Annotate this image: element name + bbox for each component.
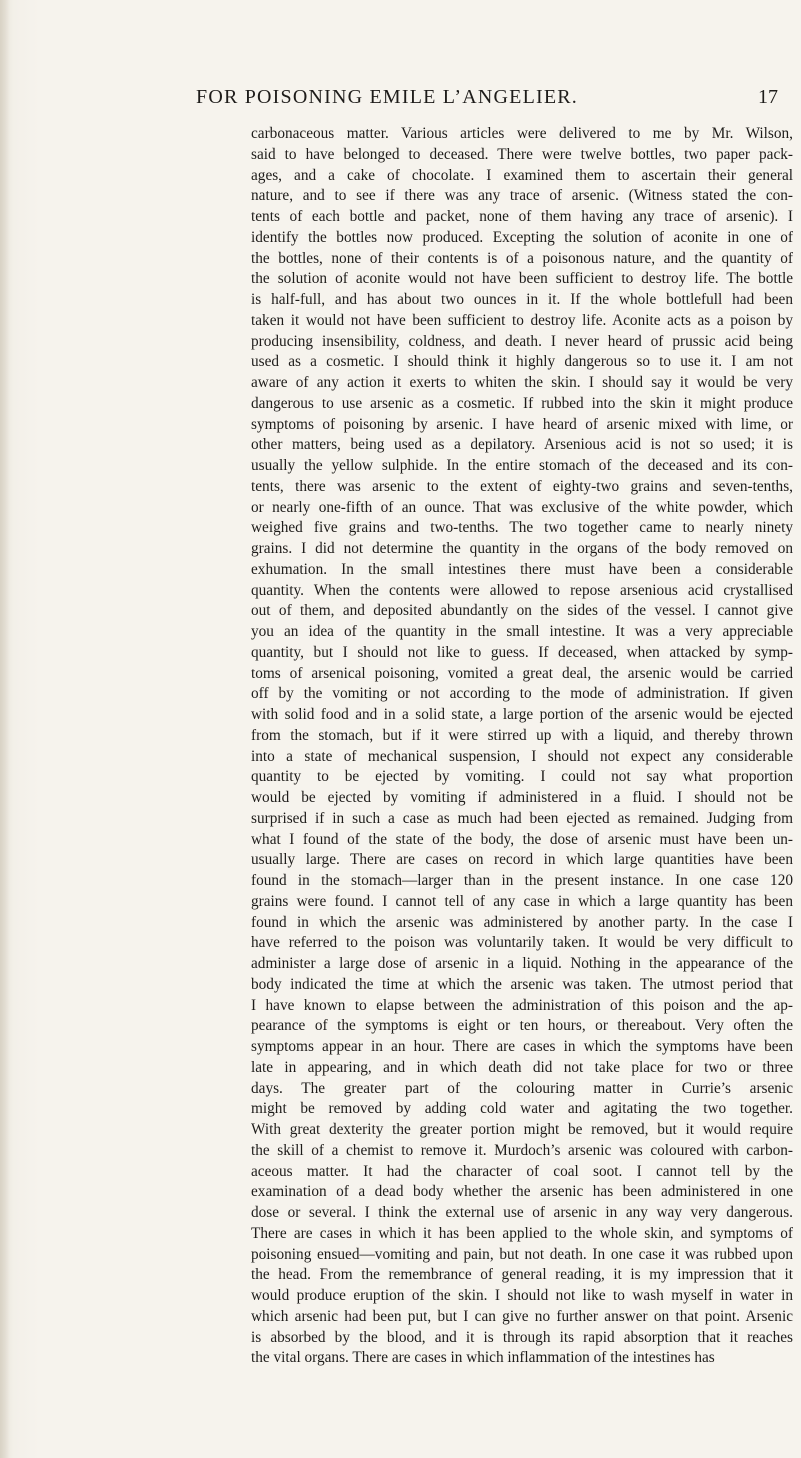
text-line: other matters, being used as a depilatory. Arsenious acid is not so used; it is [251, 436, 793, 454]
text-line: administer a large dose of arsenic in a liquid. Nothing in the appearance of the [251, 955, 793, 972]
text-line: or nearly one-fifth of an ounce. That was exclusive of the white powder, which [251, 498, 793, 516]
text-line: into a state of mechanical suspension, I should not expect any considerable [251, 747, 793, 765]
text-line: carbonaceous matter. Various articles were delivered to me by Mr. Wilson, [251, 125, 793, 142]
binding-gutter-shadow [0, 0, 10, 1458]
text-line: might be removed by adding cold water and agitating the two together. [251, 1100, 793, 1118]
text-line: the head. From the remembrance of general reading, it is my impression that it [251, 1266, 793, 1284]
page-number: 17 [758, 86, 778, 108]
text-line: nature, and to see if there was any trace of arsenic. (Witness stated the con- [251, 187, 793, 205]
text-line: with solid food and in a solid state, a large portion of the arsenic would be ejected [251, 706, 793, 723]
text-line: the skill of a chemist to remove it. Murdoch’s arsenic was coloured with carbon- [251, 1141, 793, 1159]
running-head [196, 86, 790, 116]
text-line: out of them, and deposited abundantly on the sides of the vessel. I cannot give [251, 602, 793, 620]
text-line: would produce eruption of the skin. I should not like to wash myself in water in [251, 1287, 793, 1304]
text-line: symptoms appear in an hour. There are cases in which the symptoms have been [251, 1038, 793, 1055]
text-line: you an idea of the quantity in the small intestine. It was a very appreciable [251, 623, 793, 640]
text-line: the bottles, none of their contents is of a poisonous nature, and the quantity of [251, 249, 793, 267]
text-line: usually the yellow sulphide. In the entire stomach of the deceased and its con- [251, 457, 793, 474]
text-line: would be ejected by vomiting if administered in a fluid. I should not be [251, 789, 793, 806]
text-line: grains. I did not determine the quantity in the organs of the body removed on [251, 540, 793, 557]
text-line: have referred to the poison was voluntarily taken. It would be very difficult to [251, 934, 793, 952]
text-line: dangerous to use arsenic as a cosmetic. If rubbed into the skin it might produce [251, 394, 793, 412]
text-line: is absorbed by the blood, and it is through its rapid absorption that it reaches [251, 1328, 793, 1346]
text-line: identify the bottles now produced. Excepting the solution of aconite in one of [251, 228, 793, 246]
text-line: quantity to be ejected by vomiting. I could not say what proportion [251, 768, 793, 786]
text-line: exhumation. In the small intestines there must have been a considerable [251, 560, 793, 578]
text-line: producing insensibility, coldness, and death. I never heard of prussic acid being [251, 332, 793, 350]
text-line: found in the stomach—larger than in the present instance. In one case 120 [251, 872, 793, 889]
text-line: quantity. When the contents were allowed to repose arsenious acid crystallised [251, 581, 793, 599]
text-line: is half-full, and has about two ounces in it. If the whole bottlefull had been [251, 291, 793, 308]
text-line: the vital organs. There are cases in which inflammation of the intestines has [251, 1349, 715, 1367]
text-line: There are cases in which it has been applied to the whole skin, and symptoms of [251, 1224, 793, 1242]
text-line: weighed five grains and two-tenths. The two together came to nearly ninety [251, 519, 793, 537]
running-title: FOR POISONING EMILE L’ANGELIER. [196, 86, 579, 108]
text-line: which arsenic had been put, but I can give no further answer on that point. Arsenic [251, 1307, 793, 1325]
text-line: body indicated the time at which the arsenic was taken. The utmost period that [251, 975, 793, 993]
text-line: aceous matter. It had the character of coal soot. I cannot tell by the [251, 1162, 793, 1180]
text-line: days. The greater part of the colouring matter in Currie’s arsenic [251, 1079, 793, 1097]
text-line: what I found of the state of the body, the dose of arsenic must have been un- [251, 830, 793, 848]
body-text [251, 124, 793, 1369]
text-line: said to have belonged to deceased. There were twelve bottles, two paper pack- [251, 145, 793, 163]
text-line: grains were found. I cannot tell of any case in which a large quantity has been [251, 892, 793, 910]
text-line: examination of a dead body whether the arsenic has been administered in one [251, 1183, 793, 1201]
text-line: I have known to elapse between the administration of this poison and the ap- [251, 996, 793, 1014]
text-line: from the stomach, but if it were stirred up with a liquid, and thereby thrown [251, 726, 793, 744]
text-line: usually large. There are cases on record in which large quantities have been [251, 851, 793, 869]
text-line: aware of any action it exerts to whiten the skin. I should say it would be very [251, 374, 793, 391]
text-line: ages, and a cake of chocolate. I examined them to ascertain their general [251, 166, 793, 184]
text-line: toms of arsenical poisoning, vomited a great deal, the arsenic would be carried [251, 664, 793, 682]
text-line: used as a cosmetic. I should think it highly dangerous so to use it. I am not [251, 353, 793, 371]
text-line: poisoning ensued—vomiting and pain, but not death. In one case it was rubbed upon [251, 1245, 793, 1263]
text-line: taken it would not have been sufficient to destroy life. Aconite acts as a poison by [251, 311, 793, 329]
text-line: tents, there was arsenic to the extent of eighty-two grains and seven-tenths, [251, 477, 793, 495]
text-line: With great dexterity the greater portion might be removed, but it would require [251, 1121, 793, 1138]
text-line: symptoms of poisoning by arsenic. I have heard of arsenic mixed with lime, or [251, 415, 793, 433]
text-line: quantity, but I should not like to guess. If deceased, when attacked by symp- [251, 643, 793, 661]
text-line: off by the vomiting or not according to the mode of administration. If given [251, 685, 793, 703]
text-line: the solution of aconite would not have been sufficient to destroy life. The bottle [251, 270, 793, 288]
text-line: surprised if in such a case as much had been ejected as remained. Judging from [251, 809, 793, 827]
text-line: tents of each bottle and packet, none of them having any trace of arsenic). I [251, 208, 793, 225]
text-line: dose or several. I think the external use of arsenic in any way very dangerous. [251, 1204, 793, 1221]
text-line: found in which the arsenic was administered by another party. In the case I [251, 913, 793, 931]
text-line: pearance of the symptoms is eight or ten hours, or thereabout. Very often the [251, 1017, 793, 1035]
text-line: late in appearing, and in which death did not take place for two or three [251, 1058, 793, 1076]
